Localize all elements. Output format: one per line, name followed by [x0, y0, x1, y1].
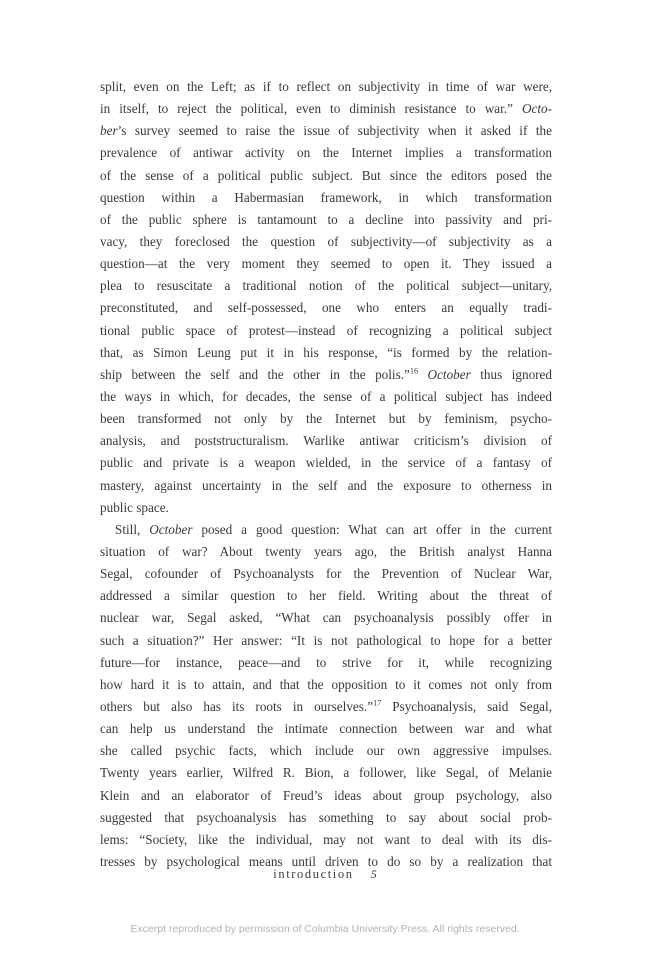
- text-line: [100, 342, 552, 364]
- footnote-reference: 17: [373, 698, 382, 708]
- text-line: [100, 76, 552, 98]
- text-line: [100, 253, 552, 275]
- text-segment: analysis, and poststructuralism. Warlike antiwar criticism’s division of: [100, 433, 552, 449]
- text-segment: preconstituted, and self-possessed, one who enters an equally tradi-: [100, 300, 552, 316]
- text-segment: situation of war? About twenty years ago, the British analyst Hanna: [100, 543, 552, 559]
- text-line: [100, 165, 552, 187]
- text-line: [100, 320, 552, 342]
- text-line: [100, 541, 552, 563]
- text-segment: question—at the very moment they seemed to open it. They issued a: [100, 256, 552, 272]
- text-line: [100, 585, 552, 607]
- text-segment: Twenty years earlier, Wilfred R. Bion, a follower, like Segal, of Melanie: [100, 765, 552, 781]
- text-segment: that, as Simon Leung put it in his response, “is formed by the relation-: [100, 344, 552, 360]
- text-segment: [418, 367, 428, 382]
- text-segment: nuclear war, Segal asked, “What can psychoanalysis possibly offer in: [100, 610, 552, 626]
- text-segment: October: [149, 521, 193, 537]
- text-segment: question within a Habermasian framework, in which transformation: [100, 189, 552, 205]
- text-line: [100, 607, 552, 629]
- text-line: [100, 652, 552, 674]
- text-segment: can help us understand the intimate connection between war and what: [100, 721, 552, 737]
- text-segment: ship between the self and the other in the polis.”: [100, 366, 410, 382]
- text-segment: ’s survey seemed to raise the issue of subjectivity when it asked if the: [117, 123, 552, 139]
- text-line: [100, 829, 552, 851]
- text-line: [100, 209, 552, 231]
- text-line: [100, 519, 552, 541]
- text-line: [100, 807, 552, 829]
- text-segment: vacy, they foreclosed the question of subjectivity—of subjectivity as a: [100, 233, 552, 249]
- text-segment: how hard it is to attain, and that the opposition to it comes not only from: [100, 676, 552, 692]
- text-segment: future—for instance, peace—and to strive for it, while recognizing: [100, 654, 552, 670]
- text-segment: posed a good question: What can art offer in the current: [192, 521, 552, 537]
- text-segment: prevalence of antiwar activity on the Internet implies a transformation: [100, 145, 552, 161]
- text-line: [100, 563, 552, 585]
- text-segment: such a situation?” Her answer: “It is not pathological to hope for a better: [100, 632, 552, 648]
- text-segment: addressed a similar question to her field. Writing about the threat of: [100, 588, 552, 604]
- text-line: [100, 630, 552, 652]
- text-segment: Psychoanalysis, said Segal,: [381, 698, 552, 714]
- text-segment: plea to resuscitate a traditional notion of the political subject—unitary,: [100, 278, 552, 294]
- text-segment: the ways in which, for decades, the sense of a political subject has indeed: [100, 388, 552, 404]
- text-segment: ber: [100, 123, 118, 139]
- text-segment: Still,: [115, 521, 150, 537]
- text-segment: Segal, cofounder of Psychoanalysts for the Prevention of Nuclear War,: [100, 566, 552, 582]
- text-segment: been transformed not only by the Internet but by feminism, psycho-: [100, 411, 552, 427]
- text-line: [100, 740, 552, 762]
- text-segment: suggested that psychoanalysis has something to say about social prob-: [100, 809, 552, 825]
- text-line: [100, 408, 552, 430]
- page-number: 5: [370, 867, 377, 881]
- body-text: [100, 76, 552, 873]
- footnote-reference: 16: [409, 366, 419, 376]
- text-segment: split, even on the Left; as if to reflect on subjectivity in time of war were,: [100, 79, 552, 94]
- text-segment: thus ignored: [470, 366, 552, 382]
- text-line: [100, 98, 552, 120]
- text-segment: mastery, against uncertainty in the self and the exposure to otherness in: [100, 477, 552, 493]
- text-line: [100, 497, 552, 519]
- text-line: [100, 142, 552, 164]
- text-line: [100, 120, 552, 142]
- text-segment: she called psychic facts, which include our own aggressive impulses.: [100, 743, 552, 759]
- text-segment: in itself, to reject the political, even to diminish resistance to war.”: [100, 101, 522, 117]
- text-line: [100, 275, 552, 297]
- running-footer: [0, 867, 650, 882]
- text-line: [100, 231, 552, 253]
- text-line: [100, 297, 552, 319]
- text-segment: lems: “Society, like the individual, may not want to deal with its dis-: [100, 831, 552, 847]
- text-segment: of the sense of a political public subject. But since the editors posed the: [100, 167, 552, 183]
- text-line: [100, 452, 552, 474]
- text-line: [100, 430, 552, 452]
- text-line: [100, 696, 552, 718]
- text-segment: October: [427, 366, 471, 382]
- permission-note: Excerpt reproduced by permission of Columbia University Press. All rights reserved.: [130, 923, 520, 935]
- text-line: [100, 674, 552, 696]
- text-segment: public space.: [100, 499, 169, 515]
- text-line: [100, 386, 552, 408]
- text-segment: tional public space of protest—instead of recognizing a political subject: [100, 322, 552, 338]
- text-segment: others but also has its roots in ourselves.”: [100, 698, 374, 714]
- text-line: [100, 187, 552, 209]
- text-segment: Octo-: [521, 101, 552, 117]
- text-segment: of the public sphere is tantamount to a decline into passivity and pri-: [100, 211, 552, 227]
- text-segment: public and private is a weapon wielded, in the service of a fantasy of: [100, 455, 552, 471]
- text-line: [100, 475, 552, 497]
- text-line: [100, 762, 552, 784]
- text-line: [100, 718, 552, 740]
- text-line: [100, 785, 552, 807]
- text-segment: tresses by psychological means until driven to do so by a realization that: [100, 853, 552, 869]
- text-segment: Klein and an elaborator of Freud’s ideas about group psychology, also: [100, 787, 552, 803]
- running-footer-section-label: introduction: [273, 867, 354, 881]
- text-line: [100, 364, 552, 386]
